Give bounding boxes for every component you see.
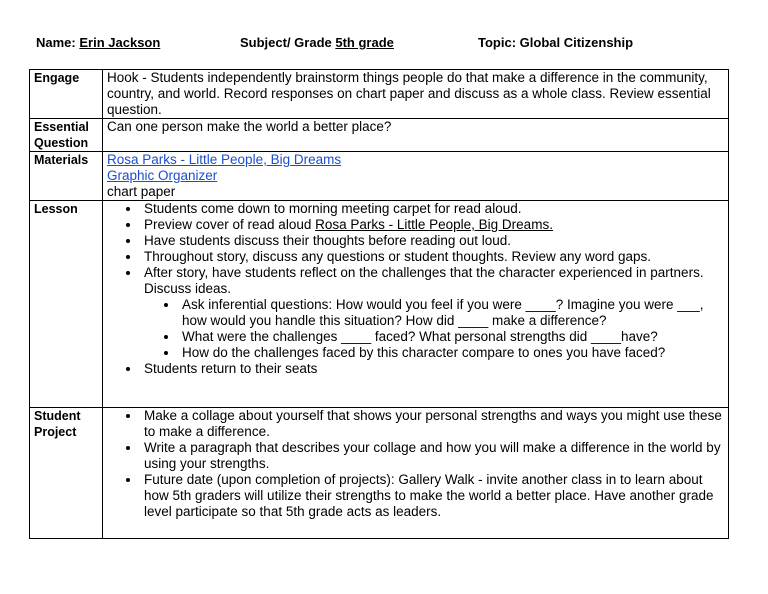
list-item: • Future date (upon completion of projects): Gallery Walk - invite another class in to learn about how 5th graders will utilize their strengths to make the world a better place. Have another grade level participate so that 5th grade acts as leaders. bbox=[141, 472, 724, 520]
lesson-sublist bbox=[144, 297, 724, 361]
chart-paper-item: chart paper bbox=[107, 184, 176, 199]
name-field bbox=[36, 35, 160, 50]
essential-question-row bbox=[30, 119, 729, 152]
sublist-item: • Ask inferential questions: How would you feel if you were ____? Imagine you were ___, how would you handle this situation? How did ____ make a difference? bbox=[179, 297, 724, 329]
materials-row bbox=[30, 152, 729, 201]
list-item: • Students return to their seats bbox=[141, 361, 724, 377]
engage-text: Hook - Students independently brainstorm things people do that make a difference in the community, country, and world. Record responses on chart paper and discuss as a whole class. Review essential question. bbox=[103, 70, 729, 119]
project-list bbox=[107, 408, 724, 520]
name-value: Erin Jackson bbox=[79, 35, 161, 50]
list-item-text: After story, have students reflect on the challenges that the character experienced in partners. Discuss ideas. bbox=[144, 265, 704, 296]
graphic-organizer-link[interactable]: Graphic Organizer bbox=[107, 168, 218, 183]
student-project-content bbox=[103, 408, 729, 539]
topic-value: Global Citizenship bbox=[519, 35, 634, 50]
topic-field bbox=[478, 35, 633, 50]
list-item-text: Preview cover of read aloud bbox=[144, 217, 316, 232]
student-project-label: Student Project bbox=[30, 408, 103, 539]
subject-label: Subject/ Grade bbox=[240, 35, 332, 50]
subject-value: 5th grade bbox=[335, 35, 394, 50]
lesson-list bbox=[107, 201, 724, 377]
list-item: • Throughout story, discuss any questions or student thoughts. Review any word gaps. bbox=[141, 249, 724, 265]
name-label: Name: bbox=[36, 35, 76, 50]
list-item: • Write a paragraph that describes your collage and how you will make a difference in the world by using your strengths. bbox=[141, 440, 724, 472]
lesson-plan-table bbox=[29, 69, 729, 539]
list-item: • Make a collage about yourself that shows your personal strengths and ways you might use these to make a difference. bbox=[141, 408, 724, 440]
materials-label: Materials bbox=[30, 152, 103, 201]
sublist-item: • How do the challenges faced by this character compare to ones you have faced? bbox=[179, 345, 724, 361]
list-item: • Students come down to morning meeting carpet for read aloud. bbox=[141, 201, 724, 217]
book-title: Rosa Parks - Little People, Big Dreams. bbox=[315, 217, 553, 232]
subject-grade-field bbox=[240, 35, 394, 50]
lesson-row bbox=[30, 201, 729, 408]
sublist-item: • What were the challenges ____ faced? What personal strengths did ____have? bbox=[179, 329, 724, 345]
materials-list bbox=[103, 152, 729, 201]
rosa-parks-book-link[interactable]: Rosa Parks - Little People, Big Dreams bbox=[107, 152, 342, 167]
lesson-content bbox=[103, 201, 729, 408]
engage-label: Engage bbox=[30, 70, 103, 119]
essential-question-text: Can one person make the world a better place? bbox=[103, 119, 729, 152]
student-project-row bbox=[30, 408, 729, 539]
lesson-label: Lesson bbox=[30, 201, 103, 408]
engage-row bbox=[30, 70, 729, 119]
topic-label: Topic: bbox=[478, 35, 517, 50]
list-item: • Have students discuss their thoughts before reading out loud. bbox=[141, 233, 724, 249]
essential-question-label: Essential Question bbox=[30, 119, 103, 152]
list-item bbox=[141, 217, 724, 233]
list-item bbox=[141, 265, 724, 361]
